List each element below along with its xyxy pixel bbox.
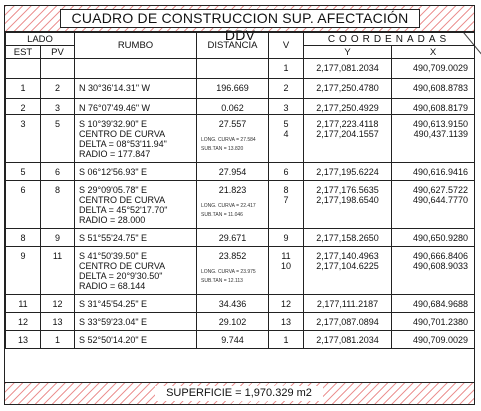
coord-y-value: 2,177,204.1557	[316, 129, 379, 139]
vertex-value: 3	[283, 103, 289, 113]
pv-cell	[41, 295, 75, 313]
distancia-value: 27.557	[218, 119, 247, 129]
coord-y-value: 2,177,140.4963	[316, 251, 379, 261]
curve-note: SUB.TAN = 12.113	[201, 278, 243, 284]
rumbo-line: CENTRO DE CURVA	[79, 195, 166, 205]
distancia-cell	[197, 229, 269, 247]
distancia-cell	[197, 59, 269, 79]
coord-x-cell	[392, 313, 475, 331]
vertex-value: 6	[283, 167, 289, 177]
pv-cell	[41, 79, 75, 99]
coord-x-value: 490,608.8783	[412, 83, 469, 93]
vertex-value: 1	[283, 63, 289, 73]
coord-y-cell	[304, 181, 392, 229]
coord-x-cell	[392, 229, 475, 247]
est-cell	[6, 331, 41, 349]
curve-note: SUB.TAN = 11.046	[201, 212, 243, 218]
table-row	[6, 181, 475, 229]
header-lado: LADO	[6, 33, 75, 46]
pv-value: 8	[54, 185, 60, 195]
coord-x-value: 490,437.1139	[413, 129, 469, 139]
vertex-value: 13	[280, 317, 291, 327]
coord-x-value: 490,608.8179	[412, 103, 469, 113]
pv-cell	[41, 115, 75, 163]
rumbo-line: DELTA = 20°9'30.50"	[79, 271, 163, 281]
rumbo-line: RADIO = 68.144	[79, 281, 146, 291]
rumbo-cell	[75, 331, 197, 349]
vertex-value: 11	[281, 251, 291, 261]
est-cell	[6, 229, 41, 247]
vertex-cell	[269, 163, 304, 181]
coord-x-value: 490,709.0029	[412, 335, 469, 345]
rumbo-line: S 06°12'56.93" E	[79, 167, 148, 177]
rumbo-cell	[75, 181, 197, 229]
coord-x-value: 490,608.9033	[412, 261, 469, 271]
vertex-value: 10	[280, 261, 291, 271]
distancia-cell	[197, 313, 269, 331]
distancia-cell	[197, 99, 269, 115]
est-value: 13	[17, 335, 28, 345]
coord-x-value: 490,684.9688	[412, 299, 469, 309]
est-cell	[6, 99, 41, 115]
coord-y-cell	[304, 79, 392, 99]
coord-x-cell	[392, 163, 475, 181]
curve-note: LONG. CURVA = 23.975	[201, 269, 256, 275]
coord-y-value: 2,177,195.6224	[316, 167, 379, 177]
rumbo-line: S 33°59'23.04" E	[79, 317, 148, 327]
distancia-cell	[197, 79, 269, 99]
est-cell	[6, 79, 41, 99]
est-value: 8	[20, 233, 26, 243]
coord-y-cell	[304, 331, 392, 349]
table-row	[6, 115, 475, 163]
pv-cell	[41, 59, 75, 79]
vertex-cell	[269, 115, 304, 163]
pv-value: 13	[52, 317, 63, 327]
vertex-value: 1	[283, 335, 289, 345]
coord-x-cell	[392, 115, 475, 163]
distancia-cell	[197, 115, 269, 163]
rumbo-line: S 51°55'24.75" E	[79, 233, 148, 243]
pv-value: 9	[54, 233, 60, 243]
coord-y-value: 2,177,081.2034	[316, 335, 379, 345]
distancia-value: 9.744	[221, 335, 244, 345]
vertex-cell	[269, 229, 304, 247]
pv-cell	[41, 99, 75, 115]
coord-y-cell	[304, 163, 392, 181]
header-rumbo: RUMBO	[75, 33, 197, 59]
est-value: 5	[20, 167, 26, 177]
pv-cell	[41, 247, 75, 295]
pv-value: 5	[54, 119, 60, 129]
est-cell	[6, 295, 41, 313]
rumbo-cell	[75, 247, 197, 295]
coord-x-cell	[392, 59, 475, 79]
footer-hatch-band	[5, 382, 474, 404]
pv-cell	[41, 229, 75, 247]
coord-y-cell	[304, 247, 392, 295]
construction-table	[5, 32, 475, 349]
distancia-value: 21.823	[218, 185, 247, 195]
pv-value: 2	[54, 83, 60, 93]
rumbo-line: S 10°39'32.90" E	[79, 119, 148, 129]
coord-x-cell	[392, 331, 475, 349]
coord-y-value: 2,177,250.4929	[316, 103, 379, 113]
table-row	[6, 59, 475, 79]
rumbo-line: N 76°07'49.46" W	[79, 103, 151, 113]
est-cell	[6, 59, 41, 79]
est-value: 11	[18, 299, 28, 309]
coord-y-cell	[304, 115, 392, 163]
rumbo-cell	[75, 59, 197, 79]
coord-x-value: 490,701.2380	[412, 317, 469, 327]
pv-value: 11	[52, 251, 63, 261]
table-body	[6, 59, 475, 349]
coord-y-value: 2,177,158.2650	[316, 233, 379, 243]
est-value: 1	[20, 83, 26, 93]
vertex-value: 12	[280, 299, 291, 309]
coord-y-value: 2,177,223.4118	[316, 119, 379, 129]
coord-y-value: 2,177,250.4780	[316, 83, 379, 93]
pv-value: 12	[52, 299, 63, 309]
pv-value: 3	[54, 103, 60, 113]
distancia-value: 0.062	[221, 103, 244, 113]
coord-x-cell	[392, 247, 475, 295]
vertex-cell	[269, 295, 304, 313]
header-y: Y	[304, 46, 392, 59]
coord-y-cell	[304, 59, 392, 79]
rumbo-cell	[75, 313, 197, 331]
vertex-value: 8	[283, 185, 289, 195]
pv-cell	[41, 313, 75, 331]
coord-y-cell	[304, 229, 392, 247]
rumbo-line: RADIO = 28.000	[79, 215, 146, 225]
rumbo-cell	[75, 229, 197, 247]
est-cell	[6, 247, 41, 295]
coord-y-value: 2,177,198.6540	[316, 195, 379, 205]
vertex-cell	[269, 181, 304, 229]
vertex-value: 5	[283, 119, 289, 129]
est-value: 9	[20, 251, 26, 261]
header-coordenadas: COORDENADAS	[304, 33, 475, 46]
vertex-cell	[269, 99, 304, 115]
coord-y-cell	[304, 295, 392, 313]
coord-x-value: 490,613.9150	[412, 119, 469, 129]
est-value: 2	[20, 103, 26, 113]
rumbo-cell	[75, 115, 197, 163]
distancia-value: 27.954	[218, 167, 247, 177]
coord-x-value: 490,644.7770	[412, 195, 469, 205]
vertex-value: 2	[283, 83, 289, 93]
header-x: X	[392, 46, 475, 59]
coord-x-cell	[392, 295, 475, 313]
vertex-cell	[269, 313, 304, 331]
coord-x-value: 490,666.8406	[412, 251, 469, 261]
superficie-total: SUPERFICIE = 1,970.329 m2	[155, 386, 323, 401]
table-row	[6, 295, 475, 313]
rumbo-line: N 30°36'14.31" W	[79, 83, 151, 93]
est-cell	[6, 115, 41, 163]
est-cell	[6, 181, 41, 229]
table-title: CUADRO DE CONSTRUCCION SUP. AFECTACIÓN DDV	[60, 9, 420, 28]
header-est: EST	[6, 46, 41, 59]
distancia-value: 196.669	[216, 83, 249, 93]
rumbo-line: DELTA = 08°53'11.94"	[79, 139, 167, 149]
coord-y-cell	[304, 313, 392, 331]
rumbo-line: RADIO = 177.847	[79, 149, 151, 159]
distancia-cell	[197, 295, 269, 313]
distancia-cell	[197, 247, 269, 295]
coord-y-value: 2,177,081.2034	[316, 63, 379, 73]
rumbo-line: S 41°50'39.50" E	[79, 251, 148, 261]
vertex-value: 9	[283, 233, 289, 243]
table-row	[6, 331, 475, 349]
est-value: 6	[20, 185, 26, 195]
rumbo-cell	[75, 79, 197, 99]
distancia-cell	[197, 331, 269, 349]
coord-y-value: 2,177,176.5635	[316, 185, 379, 195]
table-row	[6, 163, 475, 181]
coord-x-value: 490,627.5722	[412, 185, 469, 195]
vertex-cell	[269, 331, 304, 349]
pv-cell	[41, 163, 75, 181]
header-distancia: DISTANCIA	[197, 33, 269, 59]
coord-x-cell	[392, 99, 475, 115]
coord-y-value: 2,177,087.0894	[316, 317, 379, 327]
rumbo-line: S 52°50'14.20" E	[79, 335, 148, 345]
coord-x-value: 490,650.9280	[412, 233, 469, 243]
pv-value: 1	[54, 335, 60, 345]
vertex-cell	[269, 247, 304, 295]
est-cell	[6, 313, 41, 331]
distancia-value: 34.436	[218, 299, 247, 309]
distancia-cell	[197, 181, 269, 229]
rumbo-cell	[75, 163, 197, 181]
coord-x-cell	[392, 181, 475, 229]
rumbo-line: S 29°09'05.78" E	[79, 185, 148, 195]
curve-note: LONG. CURVA = 27.584	[201, 137, 256, 143]
coord-y-value: 2,177,111.2187	[316, 299, 379, 309]
distancia-value: 29.102	[218, 317, 247, 327]
rumbo-line: DELTA = 45°52'17.70"	[79, 205, 168, 215]
distancia-cell	[197, 163, 269, 181]
curve-note: LONG. CURVA = 22.417	[201, 203, 256, 209]
vertex-cell	[269, 79, 304, 99]
est-value: 12	[17, 317, 28, 327]
rumbo-line: CENTRO DE CURVA	[79, 129, 166, 139]
est-cell	[6, 163, 41, 181]
header-v: V	[269, 33, 304, 59]
est-value: 3	[20, 119, 26, 129]
pv-cell	[41, 331, 75, 349]
curve-note: SUB.TAN = 13.820	[201, 146, 244, 152]
coord-y-value: 2,177,104.6225	[316, 261, 379, 271]
coord-x-cell	[392, 79, 475, 99]
table-row	[6, 79, 475, 99]
pv-value: 6	[54, 167, 60, 177]
vertex-value: 7	[283, 195, 289, 205]
distancia-value: 29.671	[218, 233, 247, 243]
coord-x-value: 490,709.0029	[412, 63, 469, 73]
construction-table-frame	[4, 5, 475, 405]
header-pv: PV	[41, 46, 75, 59]
rumbo-line: CENTRO DE CURVA	[79, 261, 166, 271]
coord-y-cell	[304, 99, 392, 115]
table-row	[6, 229, 475, 247]
distancia-value: 23.852	[218, 251, 247, 261]
rumbo-line: S 31°45'54.25" E	[79, 299, 148, 309]
vertex-cell	[269, 59, 304, 79]
rumbo-cell	[75, 99, 197, 115]
table-row	[6, 313, 475, 331]
rumbo-cell	[75, 295, 197, 313]
pv-cell	[41, 181, 75, 229]
table-row	[6, 99, 475, 115]
vertex-value: 4	[283, 129, 289, 139]
coord-x-value: 490,616.9416	[412, 167, 469, 177]
table-row	[6, 247, 475, 295]
